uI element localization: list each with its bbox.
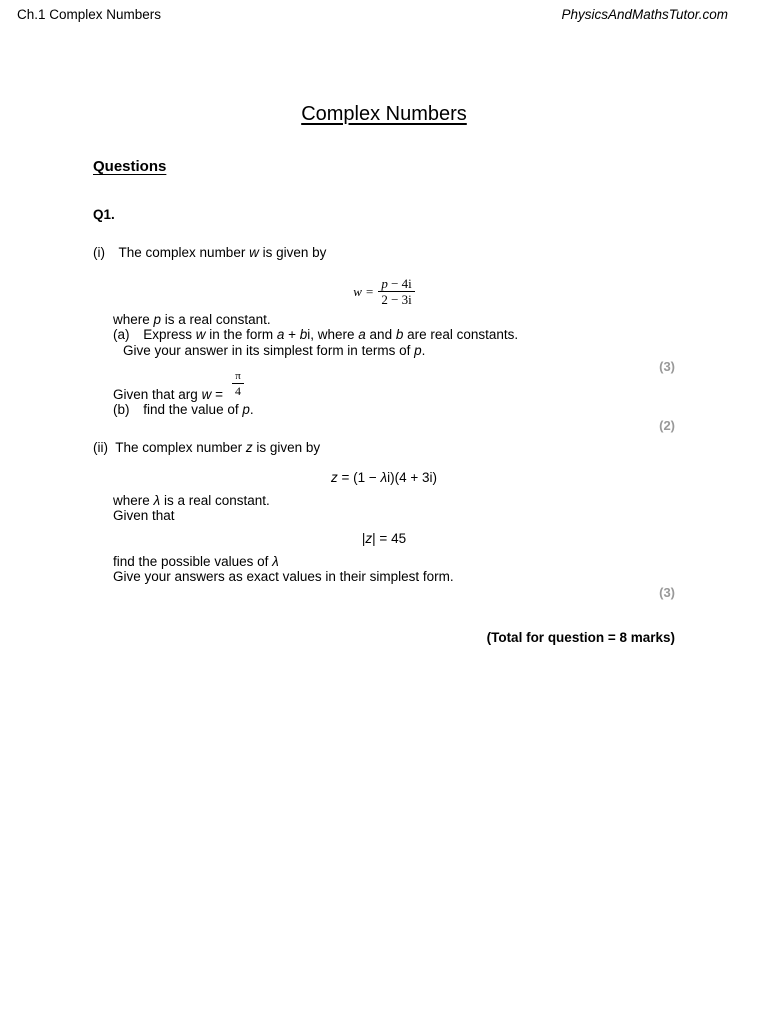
section-heading: Questions (93, 158, 167, 175)
arg-numerator: π (235, 370, 241, 382)
equation-w-numerator: p − 4i (381, 276, 412, 291)
equation-w-lhs: w = (353, 284, 374, 299)
header-chapter: Ch.1 Complex Numbers (17, 7, 162, 22)
part-b-label: (b) (113, 402, 130, 417)
modulus-equation: |z| = 45 (361, 531, 407, 546)
part-b-marks: (2) (659, 418, 675, 433)
question-number: Q1. (93, 207, 115, 222)
part-ii-given: Given that (113, 508, 175, 523)
part-a-label: (a) (113, 327, 130, 342)
part-ii-label: (ii) (93, 440, 108, 455)
part-ii-intro: (ii) The complex number z is given by (93, 440, 321, 455)
part-ii-marks: (3) (659, 585, 675, 600)
arg-denominator: 4 (232, 383, 244, 398)
part-ii-find: find the possible values of λ (113, 554, 279, 569)
part-i-where: where p is a real constant. (113, 312, 271, 327)
part-a-line1: (a) Express w in the form a + bi, where a and b are real constants. (113, 327, 519, 342)
given-arg-line: Given that arg w = (113, 387, 223, 402)
part-i-label: (i) (93, 245, 105, 260)
part-i-intro (93, 245, 326, 260)
equation-w (0, 276, 768, 308)
part-a-marks: (3) (659, 359, 675, 374)
part-i-text: The complex number w is given by (118, 245, 327, 260)
total-marks: (Total for question = 8 marks) (486, 630, 675, 645)
header-site: PhysicsAndMathsTutor.com (561, 7, 728, 22)
arg-fraction (232, 370, 244, 398)
part-b-line: (b) find the value of p. (113, 402, 254, 417)
page-title: Complex Numbers (301, 103, 467, 125)
part-ii-answer-instruction: Give your answers as exact values in their simplest form. (113, 569, 454, 584)
equation-z: z = (1 − λi)(4 + 3i) (330, 470, 438, 485)
equation-w-fraction (378, 276, 414, 308)
part-ii-where: where λ is a real constant. (113, 493, 270, 508)
part-a-line2: Give your answer in its simplest form in terms of p. (123, 343, 426, 358)
equation-w-denominator: 2 − 3i (378, 291, 414, 308)
